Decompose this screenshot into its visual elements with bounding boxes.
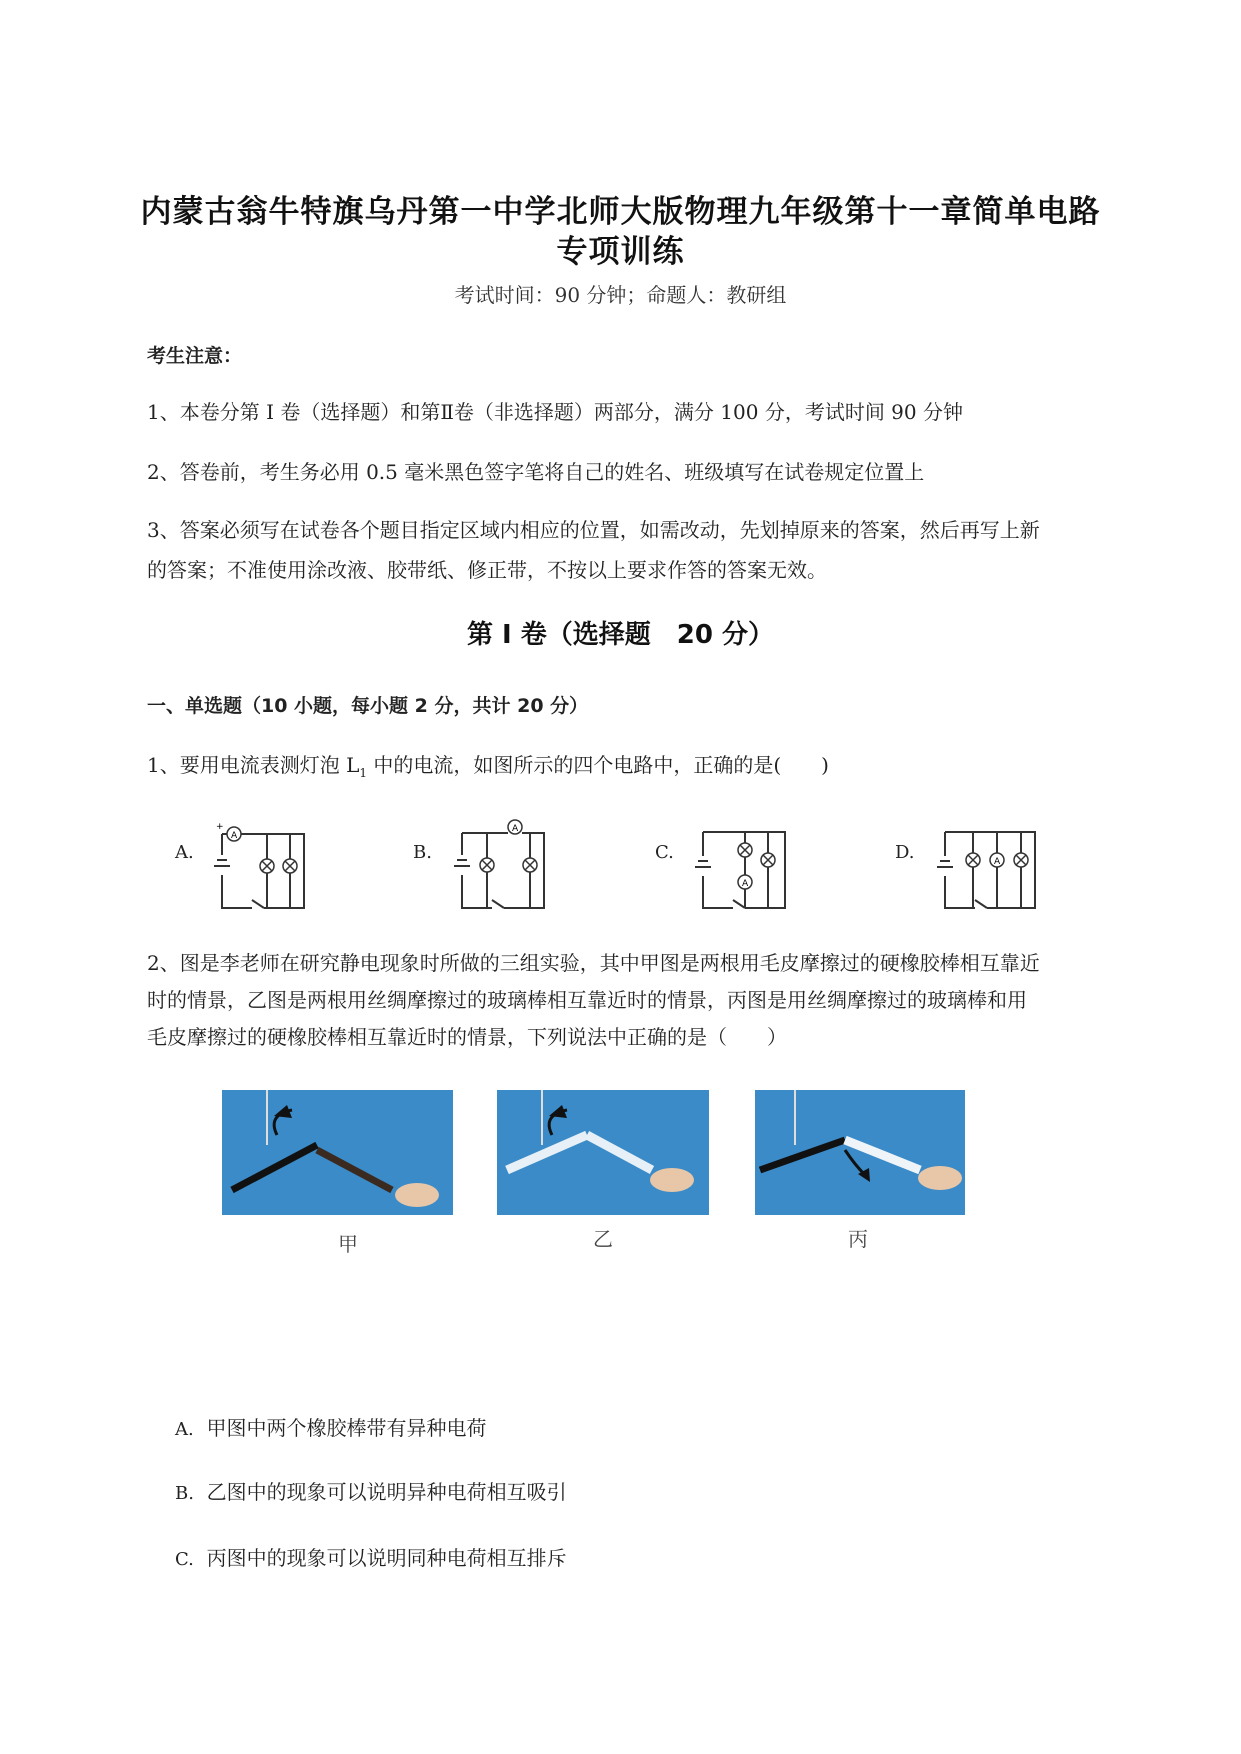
circuit-diagram-b: [452, 815, 552, 920]
photo-bing: [755, 1090, 965, 1215]
photo-yi: [497, 1090, 709, 1215]
svg-text:+: +: [216, 822, 224, 832]
q2-option-b: B. 乙图中的现象可以说明异种电荷相互吸引: [175, 1480, 567, 1504]
photo-jia: [222, 1090, 453, 1215]
exam-info: 考试时间：90 分钟；命题人：教研组: [454, 283, 787, 307]
notice-item-2: 2、答卷前，考生务必用 0.5 毫米黑色签字笔将自己的姓名、班级填写在试卷规定位置上: [147, 460, 925, 484]
notice-heading: 考生注意：: [147, 345, 243, 367]
circuit-diagram-d: [935, 818, 1045, 922]
question-2-line2: 时的情景，乙图是两根用丝绸摩擦过的玻璃棒相互靠近时的情景，丙图是用丝绸摩擦过的玻璃棒和用: [147, 988, 1027, 1012]
caption-bing: 丙: [848, 1227, 868, 1251]
svg-text:A: A: [512, 824, 519, 834]
option-b-label: B.: [413, 842, 432, 863]
notice-item-1: 1、本卷分第 I 卷（选择题）和第Ⅱ卷（非选择题）两部分，满分 100 分，考试时间 90 分钟: [147, 400, 963, 424]
part-heading: 一、单选题（10 小题，每小题 2 分，共计 20 分）: [147, 695, 589, 717]
svg-text:A: A: [994, 857, 1001, 867]
section-title: 第 I 卷（选择题 20 分）: [466, 620, 774, 650]
notice-item-3-line1: 3、答案必须写在试卷各个题目指定区域内相应的位置，如需改动，先划掉原来的答案，然后再写上新: [147, 518, 1040, 542]
question-2-line1: 2、图是李老师在研究静电现象时所做的三组实验，其中甲图是两根用毛皮摩擦过的硬橡胶棒相互靠近: [147, 951, 1040, 975]
q2-option-c: C. 丙图中的现象可以说明同种电荷相互排斥: [175, 1546, 567, 1570]
q2-option-a: A. 甲图中两个橡胶棒带有异种电荷: [175, 1416, 487, 1440]
question-2-line3: 毛皮摩擦过的硬橡胶棒相互靠近时的情景，下列说法中正确的是（ ）: [147, 1025, 787, 1049]
svg-text:A: A: [231, 831, 238, 841]
page-title-line2: 专项训练: [556, 234, 685, 270]
circuit-diagram-c: [693, 818, 793, 922]
option-a-label: A.: [175, 842, 194, 863]
notice-item-3-line2: 的答案；不准使用涂改液、胶带纸、修正带，不按以上要求作答的答案无效。: [147, 558, 827, 582]
caption-jia: 甲: [338, 1232, 358, 1256]
circuit-diagram-a: [212, 820, 312, 920]
option-d-label: D.: [895, 842, 915, 863]
question-1-text: 1、要用电流表测灯泡 $L_1$ 中的电流，如图所示的四个电路中，正确的是( ): [147, 753, 829, 780]
svg-text:A: A: [742, 879, 749, 889]
option-c-label: C.: [655, 842, 674, 863]
page-title: 内蒙古翁牛特旗乌丹第一中学北师大版物理九年级第十一章简单电路: [140, 194, 1101, 230]
caption-yi: 乙: [593, 1227, 613, 1251]
